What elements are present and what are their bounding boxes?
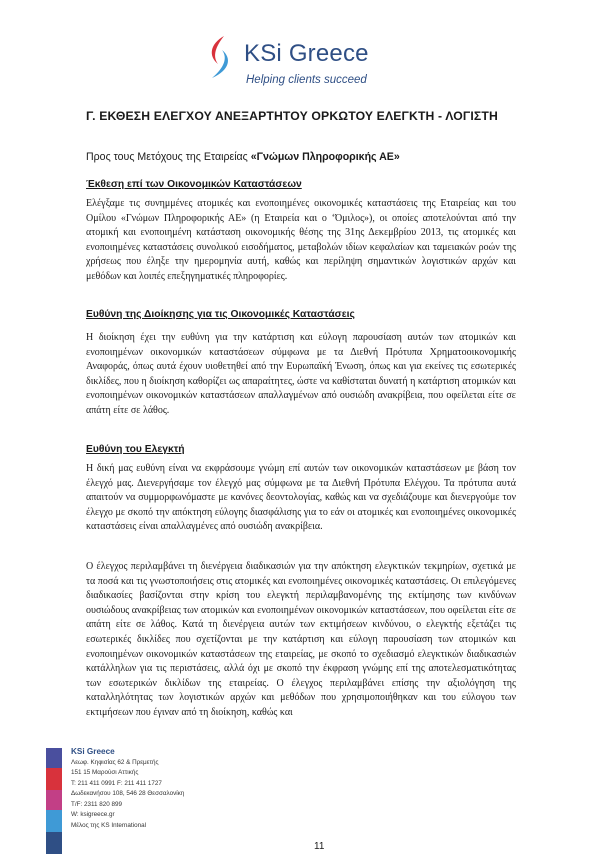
addressee-prefix: Προς τους Μετόχους της Εταιρείας: [86, 151, 251, 163]
footer-address-line: Δωδεκανήσου 108, 546 28 Θεσσαλονίκη: [71, 790, 185, 797]
page-number: 11: [314, 841, 325, 852]
footer-color-bar: [46, 748, 62, 854]
paragraph-auditor-responsibility-2: Ο έλεγχος περιλαμβάνει τη διενέργεια διαδικασιών για την απόκτηση ελεγκτικών τεκμηρίων, σχετικά με τα ποσά και τις γνωστοποιήσεις στις ατομικές και ενοποιημένες οικονομικές καταστάσεις. Οι επιλεγόμενες διαδικασίες βασίζονται στην κρίση του ελεγκτή περιλαμβανομένης της εκτίμησης των κινδύνων ουσιώδους ανακρίβειας των ατομικών και ενοποιημένων οικονομικών καταστάσεων, που οφείλεται είτε σε απάτη είτε σε λάθος. Κατά τη διενέργεια αυτών των εκτιμήσεων κινδύνου, ο ελεγκτής εξετάζει τις εσωτερικές δικλίδες που σχετίζονται με την κατάρτιση και εύλογη παρουσίαση των ατομικών και ενοποιημένων οικονομικών καταστάσεων της εταιρείας, με σκοπό το σχεδιασμό ελεγκτικών διαδικασιών κατάλληλων για τις περιστάσεις, αλλά όχι με σκοπό την έκφραση γνώμης επί της αποτελεσματικότητας των εσωτερικών δικλίδων της εταιρείας. Ο έλεγχος περιλαμβάνει επίσης την αξιολόγηση της καταλληλότητας των λογιστικών αρχών και μεθόδων που χρησιμοποιήθηκαν και του εύλογου των εκτιμήσεων που έγιναν από τη διοίκηση, καθώς και: [86, 561, 516, 718]
logo-tagline: Helping clients succeed: [246, 74, 367, 86]
ksi-logo-mark-icon: [204, 34, 236, 80]
footer-contact: [71, 747, 271, 831]
paragraph-auditor-responsibility-1: Η δική μας ευθύνη είναι να εκφράσουμε γνώμη επί αυτών των οικονομικών καταστάσεων με βάση τον έλεγχό μας. Διενεργήσαμε τον έλεγχό μας σύμφωνα με τα Διεθνή Πρότυπα Ελέγχου. Τα πρότυπα αυτά απαιτούν να συμμορφωνόμαστε με κανόνες δεοντολογίας, καθώς και να σχεδιάζουμε και διενεργούμε τον έλεγχο με σκοπό την απόκτηση εύλογης διασφάλισης για το εάν οι ατομικές και ενοποιημένες οικονομικές καταστάσεις είναι απαλλαγμένες από ουσιώδη ανακρίβεια.: [86, 463, 516, 533]
section-heading-auditor-responsibility: Ευθύνη του Ελεγκτή: [86, 444, 185, 455]
footer-membership: Μέλος της KS International: [71, 821, 146, 829]
addressee-company: «Γνώμων Πληροφορικής ΑΕ»: [250, 151, 400, 163]
addressee: [86, 151, 400, 163]
footer-website: W: ksigreece.gr: [71, 811, 115, 818]
footer-color-block: [46, 790, 62, 810]
footer-color-block: [46, 768, 62, 790]
company-logo: [204, 34, 404, 94]
footer-phone: T/F: 2311 820 899: [71, 800, 122, 808]
footer-phone-fax: Τ: 211 411 0991 F: 211 411 1727: [71, 779, 162, 787]
footer-color-block: [46, 832, 62, 854]
footer-color-block: [46, 748, 62, 768]
paragraph-management-responsibility: Η διοίκηση έχει την ευθύνη για την κατάρτιση και εύλογη παρουσίαση αυτών των ατομικών και ενοποιημένων οικονομικών καταστάσεων σύμφωνα με τα Διεθνή Πρότυπα Χρηματοοικονομικής Αναφοράς, όπως αυτά έχουν υιοθετηθεί από την Ευρωπαϊκή Ένωση, όπως και για εκείνες τις εσωτερικές δικλίδες, που η διοίκηση καθορίζει ως απαραίτητες, ώστε να καθίσταται δυνατή η κατάρτιση ατομικών και ενοποιημένων οικονομικών καταστάσεων απαλλαγμένων από ουσιώδη ανακρίβεια, που οφείλεται είτε σε απάτη είτε σε λάθος.: [86, 332, 516, 416]
section-heading-management-responsibility: Ευθύνη της Διοίκησης για τις Οικονομικές Καταστάσεις: [86, 309, 355, 320]
footer-address-line: 151 15 Μαρούσι Αττικής: [71, 769, 139, 776]
footer-company-name: KSi Greece: [71, 747, 115, 756]
page-title: Γ. ΕΚΘΕΣΗ ΕΛΕΓΧΟΥ ΑΝΕΞΑΡΤΗΤΟΥ ΟΡΚΩΤΟΥ ΕΛΕΓΚΤΗ - ΛΟΓΙΣΤΗ: [86, 109, 498, 123]
footer-color-block: [46, 810, 62, 832]
paragraph-financial-statements: Ελέγξαμε τις συνημμένες ατομικές και ενοποιημένες οικονομικές καταστάσεις της Εταιρείας και του Ομίλου «Γνώμων Πληροφορικής ΑΕ» (η Εταιρεία και ο ‘Όμιλος»), οι οποίες αποτελούνται από την ατομική και ενοποιημένη κατάσταση οικονομικής θέσης της 31ης Δεκεμβρίου 2013, τις ατομικές και ενοποιημένες καταστάσεις συνολικού εισοδήματος, μεταβολών ιδίων κεφαλαίων και ταμειακών ροών της χρήσεως που έληξε την ημερομηνία αυτή, καθώς και περίληψη σημαντικών λογιστικών αρχών και μεθόδων και λοιπές επεξηγηματικές πληροφορίες.: [86, 198, 516, 282]
section-heading-financial-statements: Έκθεση επί των Οικονομικών Καταστάσεων: [86, 179, 302, 190]
footer-address-line: Λεωφ. Κηφισίας 62 & Πρεμετής: [71, 758, 159, 766]
logo-name: KSi Greece: [244, 40, 369, 67]
